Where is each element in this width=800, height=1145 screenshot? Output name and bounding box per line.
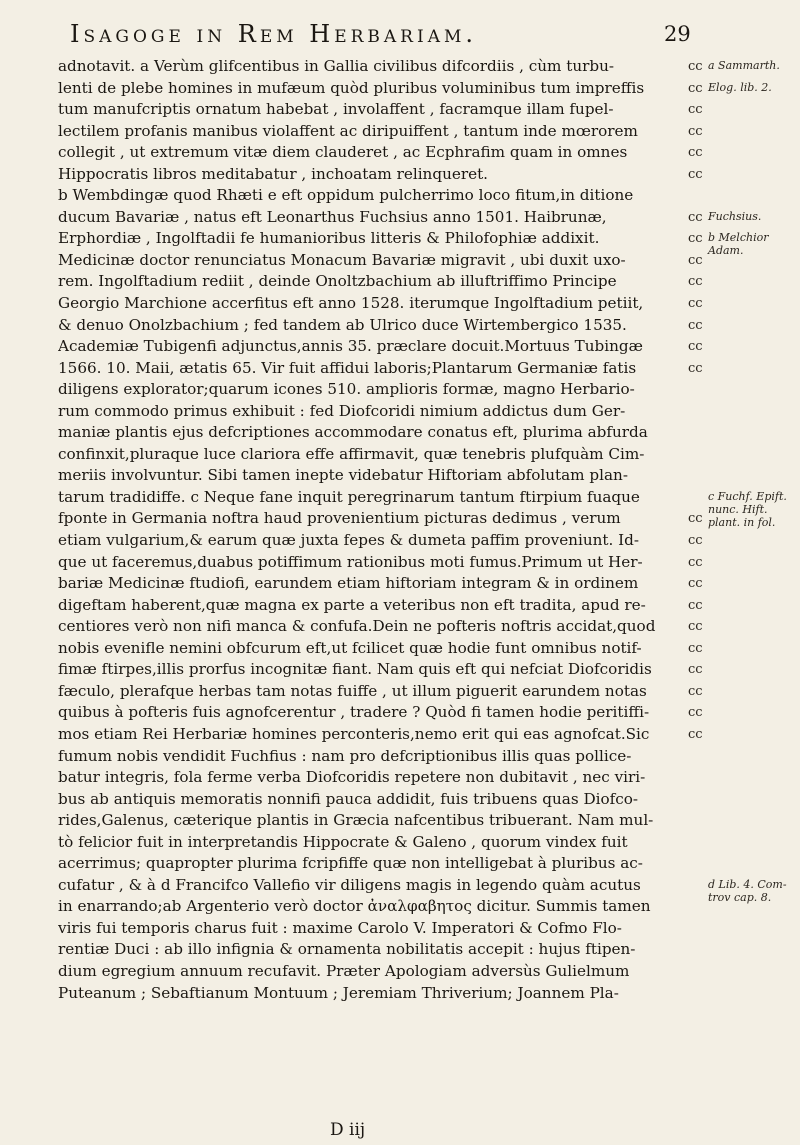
quote-mark: cc xyxy=(688,296,703,312)
text-line: bariæ Medicinæ ftudiofi, earundem etiam hiftoriam integram & in ordinem xyxy=(58,574,639,593)
quote-mark: cc xyxy=(688,597,703,613)
text-line: viris fui temporis charus fuit : maxime Carolo V. Imperatori & Cofmo Flo- xyxy=(58,918,622,937)
quote-mark xyxy=(688,487,708,509)
quote-mark: cc xyxy=(688,554,703,570)
text-line: tum manufcriptis ornatum habebat , involaffent , facramque illam fupel- xyxy=(58,100,614,119)
text-line: bus ab antiquis memoratis nonnifi pauca addidit, fuis tribuens quas Diofco- xyxy=(58,789,639,808)
text-line: etiam vulgarium,& earum quæ juxta fepes & dumeta paffim proveniunt. Id- xyxy=(58,531,639,550)
text-line: adnotavit. a Verùm glifcentibus in Gallia civilibus difcordiis , cùm turbu- xyxy=(58,57,615,75)
text-line: confinxit,pluraque luce clariora effe affirmavit, quæ tenebris plufquàm Cim- xyxy=(58,444,645,463)
quote-mark: cc xyxy=(688,683,703,699)
text-line: collegit , ut extremum vitæ diem clauderet , ac Ecphrafim quam in omnes xyxy=(58,143,628,162)
quote-mark: cc xyxy=(688,59,703,74)
page-header xyxy=(0,14,800,50)
signature-mark: D iij xyxy=(330,1120,366,1140)
quote-mark: cc xyxy=(688,339,703,355)
text-line: Georgio Marchione accerfitus eft anno 1528. iterumque Ingolftadium petiit, xyxy=(58,294,644,313)
text-line: b Wembdingæ quod Rhæti e eft oppidum pulcherrimo loco fitum,in ditione xyxy=(58,186,634,205)
text-line: tarum tradidiffe. c Neque fane inquit peregrinarum tantum ftirpium fuaque xyxy=(58,487,640,506)
text-line: lectilem profanis manibus violaffent ac diripuiffent , tantum inde mœrorem xyxy=(58,121,638,140)
quote-mark: cc xyxy=(688,705,703,721)
quote-mark xyxy=(688,422,708,444)
text-line: & denuo Onolzbachium ; fed tandem ab Ulrico duce Wirtembergico 1535. xyxy=(58,315,627,334)
quote-mark xyxy=(688,379,708,401)
quote-mark: cc xyxy=(688,726,703,742)
text-line: ducum Bavariæ , natus eft Leonarthus Fuchsius anno 1501. Haibrunæ, xyxy=(58,207,607,226)
text-line: dium egregium annuum recufavit. Præter Apologiam adversùs Gulielmum xyxy=(58,961,630,980)
quote-mark: cc xyxy=(688,123,703,139)
side-note: b Melchior Adam. xyxy=(708,231,769,258)
text-line: fponte in Germania noftra haud provenientium picturas dedimus , verum xyxy=(58,509,621,528)
margin-quotation-marks xyxy=(688,56,708,746)
quote-mark xyxy=(688,185,708,207)
quote-mark: cc xyxy=(688,145,703,161)
side-note: Fuchsius. xyxy=(708,209,762,223)
side-note: c Fuchf. Epift. nunc. Hift. plant. in fol. xyxy=(708,490,787,529)
quote-mark: cc xyxy=(688,80,703,96)
page-number: 29 xyxy=(664,22,691,46)
side-note: a Sammarth. xyxy=(708,59,780,72)
quote-mark: cc xyxy=(688,274,703,290)
text-line: nobis evenifle nemini obfcurum eft,ut fcilicet quæ hodie funt omnibus notif- xyxy=(58,638,642,657)
text-line: fumum nobis vendidit Fuchfius : nam pro defcriptionibus illis quas pollice- xyxy=(58,746,632,765)
quote-mark: cc xyxy=(688,640,703,656)
text-line: Academiæ Tubigenfi adjunctus,annis 35. præclare docuit.Mortuus Tubingæ xyxy=(58,337,643,356)
text-line: que ut faceremus,duabus potiffimum rationibus moti fumus.Primum ut Her- xyxy=(58,552,643,571)
text-line: batur integris, fola ferme verba Diofcoridis repetere non dubitavit , nec viri- xyxy=(58,768,646,787)
text-line: acerrimus; quapropter plurima fcripfiffe quæ non intelligebat à pluribus ac- xyxy=(58,854,643,873)
text-line: cufatur , & à d Francifco Vallefio vir diligens magis in legendo quàm acutus xyxy=(58,875,641,894)
quote-mark: cc xyxy=(688,231,703,247)
body-text xyxy=(58,56,686,1004)
text-line: rentiæ Duci : ab illo infignia & ornamenta nobilitatis accepit : hujus ftipen- xyxy=(58,940,636,959)
quote-mark: cc xyxy=(688,576,703,592)
text-line: meriis involvuntur. Sibi tamen inepte videbatur Hiftoriam abfolutam plan- xyxy=(58,466,628,485)
text-line: maniæ plantis ejus defcriptiones accommodare conatus eft, plurima abfurda xyxy=(58,423,648,442)
quote-mark: cc xyxy=(688,252,703,268)
running-head: Isagoge in Rem Herbariam. xyxy=(70,20,478,48)
text-line: Hippocratis libros meditabatur , inchoatam relinqueret. xyxy=(58,164,489,183)
text-line: in enarrando;ab Argenterio verò doctor ἀναλφαβητος dicitur. Summis tamen xyxy=(58,897,651,916)
text-line: rides,Galenus, cæterique plantis in Græcia nafcentibus tribuerant. Nam mul- xyxy=(58,811,654,830)
text-line: tò felicior fuit in interpretandis Hippocrate & Galeno , quorum vindex fuit xyxy=(58,832,628,851)
text-line: Erphordiæ , Ingolftadii fe humanioribus litteris & Philofophiæ addixit. xyxy=(58,229,600,248)
quote-mark: cc xyxy=(688,317,703,333)
quote-mark: cc xyxy=(688,166,703,182)
text-line: Puteanum ; Sebaftianum Montuum ; Jeremiam Thriverium; Joannem Pla- xyxy=(58,983,619,1002)
quote-mark: cc xyxy=(688,533,703,549)
text-line: diligens explorator;quarum icones 510. amplioris formæ, magno Herbario- xyxy=(58,380,635,399)
text-line: rem. Ingolftadium rediit , deinde Onoltzbachium ab illuftriffimo Principe xyxy=(58,272,617,291)
text-line: fimæ ftirpes,illis prorfus incognitæ fiant. Nam quis eft qui nefciat Diofcoridis xyxy=(58,660,652,679)
side-note: d Lib. 4. Com-trov cap. 8. xyxy=(708,877,787,904)
text-line: quibus à pofteris fuis agnofcerentur , tradere ? Quòd fi tamen hodie peritiffi- xyxy=(58,703,650,722)
quote-mark: cc xyxy=(688,102,703,118)
quote-mark: cc xyxy=(688,662,703,678)
quote-mark: cc xyxy=(688,511,703,527)
text-line: 1566. 10. Maii, ætatis 65. Vir fuit affidui laboris;Plantarum Germaniæ fatis xyxy=(58,358,637,377)
quote-mark: cc xyxy=(688,360,703,376)
side-note: Elog. lib. 2. xyxy=(708,80,772,94)
text-line: Medicinæ doctor renunciatus Monacum Bavariæ migravit , ubi duxit uxo- xyxy=(58,250,626,269)
quote-mark: cc xyxy=(688,619,703,635)
quote-mark xyxy=(688,465,708,487)
text-line: mos etiam Rei Herbariæ homines perconteris,nemo erit qui eas agnofcat.Sic xyxy=(58,724,650,743)
quote-mark xyxy=(688,444,708,466)
text-line: fæculo, plerafque herbas tam notas fuiffe , ut illum piguerit earundem notas xyxy=(58,681,647,700)
quote-mark: cc xyxy=(688,209,703,225)
text-line: rum commodo primus exhibuit : fed Diofcoridi nimium addictus dum Ger- xyxy=(58,401,626,420)
text-line: digeftam haberent,quæ magna ex parte a veteribus non eft tradita, apud re- xyxy=(58,595,646,614)
quote-mark xyxy=(688,401,708,423)
text-line: lenti de plebe homines in mufæum quòd pluribus voluminibus tum impreffis xyxy=(58,78,645,97)
text-line: centiores verò non nifi manca & confufa.Dein ne pofteris noftris accidat,quod xyxy=(58,617,656,636)
